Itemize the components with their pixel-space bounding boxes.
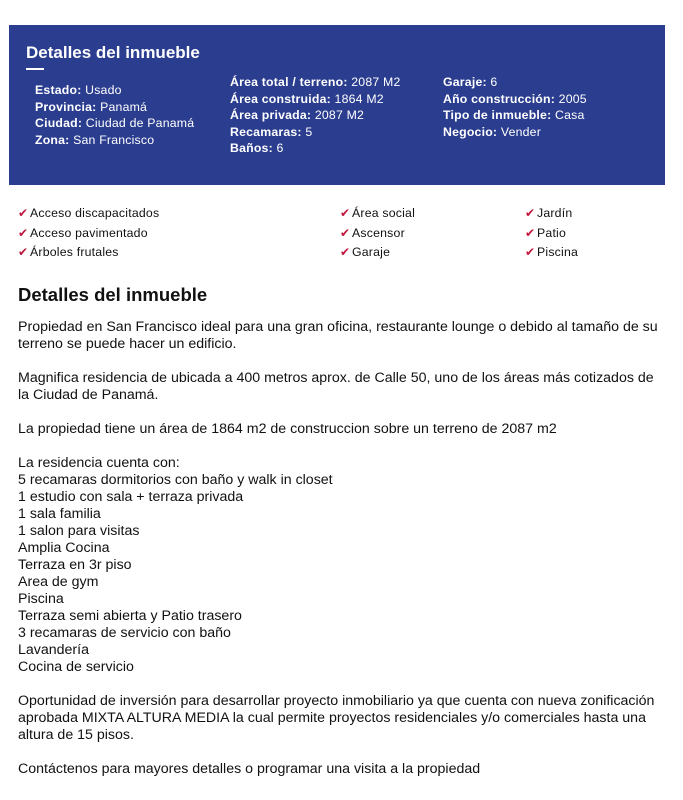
check-icon: ✔ <box>340 245 351 259</box>
summary-column-areas <box>230 74 401 157</box>
summary-label: Negocio: <box>443 124 498 139</box>
summary-row-recamaras <box>230 124 401 141</box>
features-column-2 <box>340 204 415 263</box>
feature-label: Ascensor <box>352 225 405 240</box>
description-paragraph: Contáctenos para mayores detalles o programar una visita a la propiedad <box>18 761 481 777</box>
feature-item <box>525 204 578 224</box>
property-description <box>18 319 658 795</box>
summary-value: Casa <box>555 108 585 122</box>
check-icon: ✔ <box>340 225 351 240</box>
summary-label: Baños: <box>230 141 273 155</box>
feature-item <box>18 204 159 224</box>
amenity-line: 5 recamaras dormitorios con baño y walk in closet <box>18 472 333 488</box>
feature-item <box>18 243 159 263</box>
summary-value: 5 <box>305 124 313 139</box>
check-icon: ✔ <box>18 245 29 259</box>
description-paragraph: Oportunidad de inversión para desarrollar proyecto inmobiliario ya que cuenta con nueva zonificación aprobada MIXTA ALTURA MEDIA la cual permite proyectos residenciales y/o comerciales hasta una altura de 15 pisos. <box>18 693 655 743</box>
feature-label: Garaje <box>352 245 391 259</box>
amenity-line: 1 salon para visitas <box>18 523 140 539</box>
feature-item <box>18 224 159 244</box>
description-paragraph: Magnifica residencia de ubicada a 400 metros aprox. de Calle 50, uno de los áreas más cotizados de la Ciudad de Panamá. <box>18 370 654 403</box>
feature-item <box>340 243 415 263</box>
features-column-3 <box>525 204 578 263</box>
summary-row-area-total <box>230 74 401 91</box>
amenities-list <box>18 455 658 676</box>
summary-label: Provincia: <box>35 99 97 114</box>
feature-label: Árboles frutales <box>30 245 119 259</box>
summary-value: 1864 M2 <box>334 91 384 106</box>
feature-label: Área social <box>352 206 416 220</box>
amenity-line: La residencia cuenta con: <box>18 455 180 471</box>
amenity-line: Terraza semi abierta y Patio trasero <box>18 608 242 624</box>
check-icon: ✔ <box>525 245 536 259</box>
summary-row-area-privada <box>230 107 401 124</box>
amenity-line: 3 recamaras de servicio con baño <box>18 625 231 641</box>
summary-row-zona <box>35 132 194 149</box>
summary-column-misc <box>443 74 587 140</box>
summary-value: San Francisco <box>73 132 155 147</box>
check-icon: ✔ <box>18 225 29 240</box>
amenity-line: Cocina de servicio <box>18 659 134 675</box>
summary-value: 2005 <box>558 91 587 106</box>
summary-row-tipo-inmueble <box>443 107 587 124</box>
summary-row-provincia <box>35 99 194 116</box>
summary-value: 6 <box>276 141 284 155</box>
features-column-1 <box>18 204 159 263</box>
summary-label: Área total / terreno: <box>230 75 348 89</box>
feature-item <box>340 224 415 244</box>
amenity-line: Terraza en 3r piso <box>18 557 132 573</box>
feature-item <box>525 243 578 263</box>
amenity-line: Piscina <box>18 591 64 607</box>
feature-label: Acceso pavimentado <box>30 225 148 240</box>
description-title: Detalles del inmueble <box>18 284 208 305</box>
feature-label: Acceso discapacitados <box>30 206 160 220</box>
feature-label: Patio <box>537 225 567 240</box>
summary-value: 6 <box>490 75 498 89</box>
check-icon: ✔ <box>525 206 536 220</box>
summary-column-location <box>35 82 194 148</box>
summary-label: Área privada: <box>230 108 312 122</box>
property-summary-box <box>9 25 665 185</box>
summary-row-area-construida <box>230 91 401 108</box>
summary-label: Zona: <box>35 132 70 147</box>
summary-row-ciudad <box>35 115 194 132</box>
feature-item <box>340 204 415 224</box>
amenity-line: Amplia Cocina <box>18 540 110 556</box>
summary-title: Detalles del inmueble <box>26 43 200 62</box>
description-paragraph: Propiedad en San Francisco ideal para una gran oficina, restaurante lounge o debido al tamaño de su terreno se puede hacer un edificio. <box>18 319 658 352</box>
summary-value: Ciudad de Panamá <box>85 116 195 130</box>
summary-label: Recamaras: <box>230 124 302 139</box>
amenity-line: Area de gym <box>18 574 99 590</box>
summary-label: Año construcción: <box>443 91 556 106</box>
feature-item <box>525 224 578 244</box>
summary-label: Área construida: <box>230 91 331 106</box>
summary-label: Garaje: <box>443 75 487 89</box>
summary-row-banos <box>230 140 401 157</box>
summary-row-ano-construccion <box>443 91 587 108</box>
feature-label: Jardín <box>537 206 573 220</box>
amenity-line: Lavandería <box>18 642 89 658</box>
summary-row-estado <box>35 82 194 99</box>
summary-value: 2087 M2 <box>314 108 365 122</box>
title-underline <box>26 68 44 70</box>
feature-label: Piscina <box>537 245 579 259</box>
summary-row-negocio <box>443 124 587 141</box>
summary-label: Estado: <box>35 83 82 97</box>
check-icon: ✔ <box>525 225 536 240</box>
amenity-line: 1 sala familia <box>18 506 101 522</box>
summary-value: Usado <box>85 83 122 97</box>
summary-value: Panamá <box>100 99 148 114</box>
summary-value: Vender <box>500 124 542 139</box>
check-icon: ✔ <box>340 206 351 220</box>
amenity-line: 1 estudio con sala + terraza privada <box>18 489 244 505</box>
check-icon: ✔ <box>18 206 29 220</box>
summary-label: Tipo de inmueble: <box>443 108 552 122</box>
summary-label: Ciudad: <box>35 116 83 130</box>
summary-row-garaje <box>443 74 587 91</box>
description-paragraph: La propiedad tiene un área de 1864 m2 de construccion sobre un terreno de 2087 m2 <box>18 421 557 437</box>
summary-value: 2087 M2 <box>351 75 401 89</box>
